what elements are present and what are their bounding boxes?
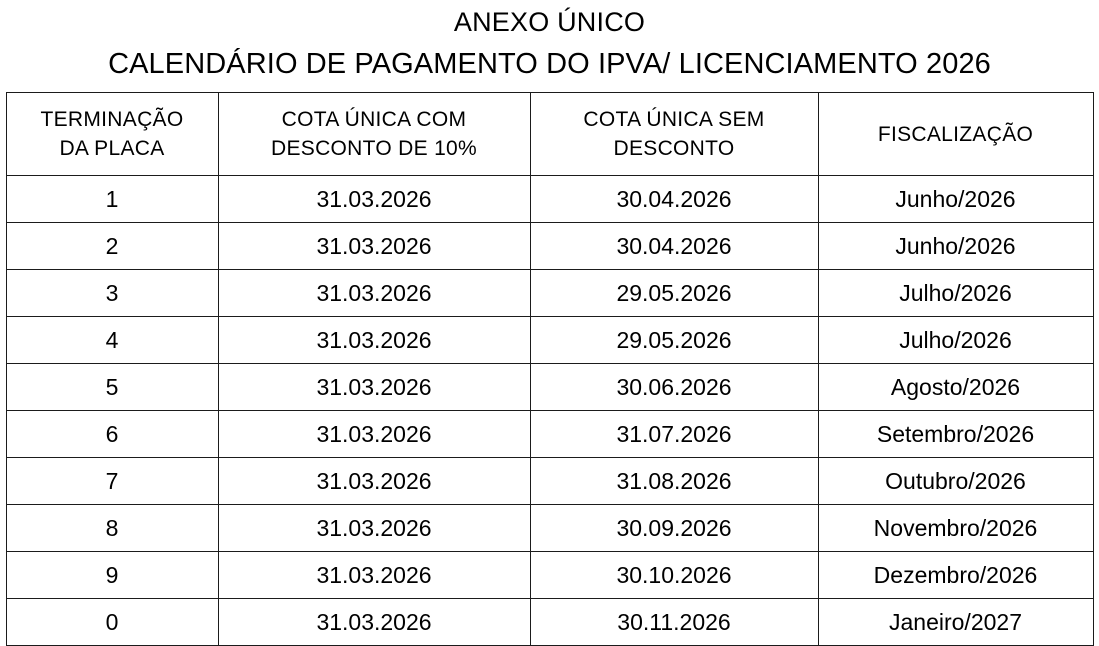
cell-terminacao: 2: [6, 223, 218, 270]
cell-cota-sem-desconto: 30.04.2026: [530, 223, 818, 270]
column-header-cota-sem-line2: DESCONTO: [613, 137, 735, 160]
cell-terminacao: 9: [6, 552, 218, 599]
table-row: [6, 176, 1093, 223]
cell-terminacao: 4: [6, 317, 218, 364]
table-row: [6, 223, 1093, 270]
document-title-block: [0, 0, 1099, 84]
payment-calendar-table: [6, 92, 1094, 646]
cell-terminacao: 5: [6, 364, 218, 411]
cell-terminacao: 7: [6, 458, 218, 505]
table-header-row: [6, 93, 1093, 176]
cell-cota-com-desconto: 31.03.2026: [218, 552, 530, 599]
cell-fiscalizacao: Junho/2026: [818, 223, 1093, 270]
cell-fiscalizacao: Dezembro/2026: [818, 552, 1093, 599]
cell-cota-com-desconto: 31.03.2026: [218, 364, 530, 411]
cell-cota-sem-desconto: 30.10.2026: [530, 552, 818, 599]
column-header-fiscalizacao: FISCALIZAÇÃO: [818, 93, 1093, 176]
column-header-cota-unica-com-desconto: [218, 93, 530, 176]
table-row: [6, 458, 1093, 505]
column-header-terminacao-line2: DA PLACA: [59, 137, 165, 160]
cell-cota-sem-desconto: 31.07.2026: [530, 411, 818, 458]
cell-fiscalizacao: Julho/2026: [818, 317, 1093, 364]
cell-cota-sem-desconto: 30.11.2026: [530, 599, 818, 646]
cell-cota-com-desconto: 31.03.2026: [218, 270, 530, 317]
table-header: [6, 93, 1093, 176]
table-row: [6, 599, 1093, 646]
cell-cota-com-desconto: 31.03.2026: [218, 223, 530, 270]
cell-terminacao: 8: [6, 505, 218, 552]
table-body: [6, 176, 1093, 646]
table-row: [6, 552, 1093, 599]
column-header-cota-com-line2: DESCONTO DE 10%: [271, 137, 477, 160]
cell-cota-com-desconto: 31.03.2026: [218, 317, 530, 364]
cell-fiscalizacao: Outubro/2026: [818, 458, 1093, 505]
cell-fiscalizacao: Janeiro/2027: [818, 599, 1093, 646]
column-header-cota-unica-sem-desconto: [530, 93, 818, 176]
cell-terminacao: 0: [6, 599, 218, 646]
cell-fiscalizacao: Junho/2026: [818, 176, 1093, 223]
cell-fiscalizacao: Setembro/2026: [818, 411, 1093, 458]
table-row: [6, 364, 1093, 411]
cell-terminacao: 1: [6, 176, 218, 223]
table-row: [6, 505, 1093, 552]
document-title-sub: CALENDÁRIO DE PAGAMENTO DO IPVA/ LICENCIAMENTO 2026: [108, 48, 991, 80]
cell-fiscalizacao: Julho/2026: [818, 270, 1093, 317]
cell-cota-sem-desconto: 30.09.2026: [530, 505, 818, 552]
cell-cota-com-desconto: 31.03.2026: [218, 599, 530, 646]
cell-cota-sem-desconto: 29.05.2026: [530, 270, 818, 317]
column-header-terminacao-da-placa: [6, 93, 218, 176]
table-row: [6, 317, 1093, 364]
cell-cota-sem-desconto: 30.04.2026: [530, 176, 818, 223]
cell-cota-sem-desconto: 30.06.2026: [530, 364, 818, 411]
cell-cota-sem-desconto: 31.08.2026: [530, 458, 818, 505]
cell-terminacao: 3: [6, 270, 218, 317]
cell-fiscalizacao: Agosto/2026: [818, 364, 1093, 411]
cell-cota-com-desconto: 31.03.2026: [218, 458, 530, 505]
table-row: [6, 411, 1093, 458]
table-row: [6, 270, 1093, 317]
cell-fiscalizacao: Novembro/2026: [818, 505, 1093, 552]
cell-cota-com-desconto: 31.03.2026: [218, 176, 530, 223]
column-header-terminacao-line1: TERMINAÇÃO: [40, 108, 184, 131]
column-header-cota-sem-line1: COTA ÚNICA SEM: [583, 108, 765, 131]
cell-cota-sem-desconto: 29.05.2026: [530, 317, 818, 364]
cell-cota-com-desconto: 31.03.2026: [218, 411, 530, 458]
cell-terminacao: 6: [6, 411, 218, 458]
document-title-main: ANEXO ÚNICO: [453, 7, 646, 37]
cell-cota-com-desconto: 31.03.2026: [218, 505, 530, 552]
column-header-cota-com-line1: COTA ÚNICA COM: [281, 108, 467, 131]
